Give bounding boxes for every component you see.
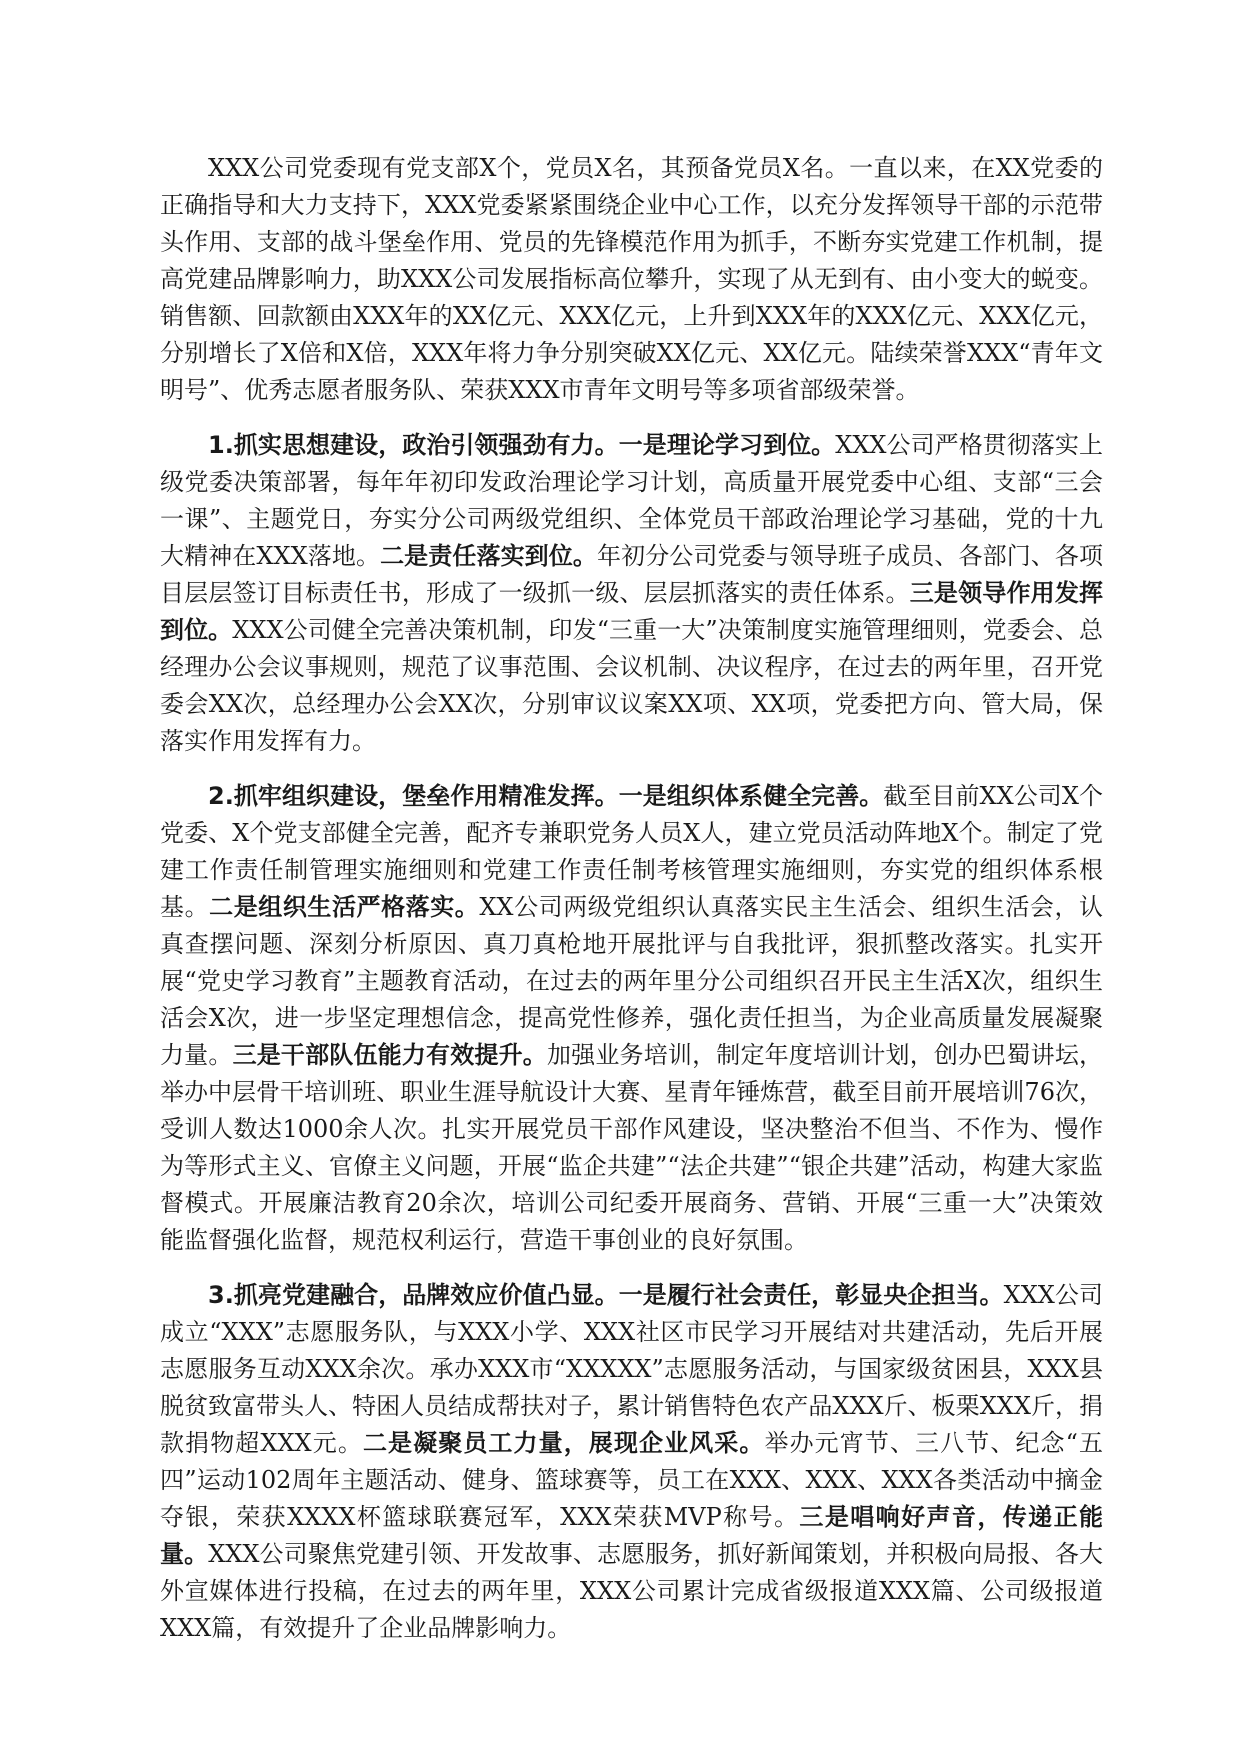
text-segment: 举办元宵节、三八节、纪念“五四”运动102周年主题活动、健身、篮球赛等，员工在XXX、XXX、XXX各类活动中摘金夺银，荣获XXXX杯篮球联赛冠军，XXX荣获MVP称号。 xyxy=(160,1429,1103,1531)
paragraph-organizational-building xyxy=(160,778,1103,1259)
text-segment: XXX公司党委现有党支部X个，党员X名，其预备党员X名。一直以来，在XX党委的正确指导和大力支持下，XXX党委紧紧围绕企业中心工作，以充分发挥领导干部的示范带头作用、支部的战斗堡垒作用、党员的先锋模范作用为抓手，不断夯实党建工作机制，提高党建品牌影响力，助XXX公司发展指标高位攀升，实现了从无到有、由小变大的蜕变。销售额、回款额由XXX年的XX亿元、XXX亿元，上升到XXX年的XXX亿元、XXX亿元，分别增长了X倍和X倍，XXX年将力争分别突破XX亿元、XX亿元。陆续荣誉XXX“青年文明号”、优秀志愿者服务队、荣获XXX市青年文明号等多项省部级荣誉。 xyxy=(160,154,1103,404)
paragraph-brand-integration xyxy=(160,1277,1103,1647)
paragraph-ideological-building xyxy=(160,427,1103,760)
subheading: 二是凝聚员工力量，展现企业风采。 xyxy=(362,1429,765,1457)
document-body xyxy=(160,150,1103,1665)
text-segment: 截至目前XX公司X个党委、X个党支部健全完善，配齐专兼职党务人员X人，建立党员活动阵地X个。制定了党建工作责任制管理实施细则和党建工作责任制考核管理实施细则，夯实党的组织体系根基。 xyxy=(160,782,1103,921)
subheading: 三是干部队伍能力有效提升。 xyxy=(232,1041,547,1069)
subheading: 二是组织生活严格落实。 xyxy=(209,893,480,921)
text-segment: XXX公司聚焦党建引领、开发故事、志愿服务，抓好新闻策划，并积极向局报、各大外宣媒体进行投稿，在过去的两年里，XXX公司累计完成省级报道XXX篇、公司级报道XXX篇，有效提升了企业品牌影响力。 xyxy=(160,1540,1103,1642)
section-heading: 3.抓亮党建融合，品牌效应价值凸显。一是履行社会责任，彰显央企担当。 xyxy=(208,1281,1004,1309)
text-segment: 加强业务培训，制定年度培训计划，创办巴蜀讲坛，举办中层骨干培训班、职业生涯导航设计大赛、星青年锤炼营，截至目前开展培训76次，受训人数达1000余人次。扎实开展党员干部作风建设，坚决整治不但当、不作为、慢作为等形式主义、官僚主义问题，开展“监企共建”“法企共建”“银企共建”活动，构建大家监督模式。开展廉洁教育20余次，培训公司纪委开展商务、营销、开展“三重一大”决策效能监督强化监督，规范权利运行，营造干事创业的良好氛围。 xyxy=(160,1041,1104,1254)
section-heading: 2.抓牢组织建设，堡垒作用精准发挥。一是组织体系健全完善。 xyxy=(208,782,884,810)
paragraph-intro xyxy=(160,150,1103,409)
subheading: 二是责任落实到位。 xyxy=(380,542,597,570)
text-segment: XXX公司健全完善决策机制，印发“三重一大”决策制度实施管理细则，党委会、总经理办公会议事规则，规范了议事范围、会议机制、决议程序，在过去的两年里，召开党委会XX次，总经理办公会XX次，分别审议议案XX项、XX项，党委把方向、管大局，保落实作用发挥有力。 xyxy=(160,616,1104,755)
subheading: 三是领导作用发挥到位。 xyxy=(160,579,1104,644)
text-segment: XX公司两级党组织认真落实民主生活会、组织生活会，认真查摆问题、深刻分析原因、真刀真枪地开展批评与自我批评，狠抓整改落实。扎实开展“党史学习教育”主题教育活动，在过去的两年里分公司组织召开民主生活X次，组织生活会X次，进一步坚定理想信念，提高党性修养，强化责任担当，为企业高质量发展凝聚力量。 xyxy=(160,893,1104,1069)
text-segment: XXX公司严格贯彻落实上级党委决策部署，每年年初印发政治理论学习计划，高质量开展党委中心组、支部“三会一课”、主题党日，夯实分公司两级党组织、全体党员干部政治理论学习基础，党的十九大精神在XXX落地。 xyxy=(160,431,1103,570)
subheading: 三是唱响好声音，传递正能量。 xyxy=(160,1503,1104,1568)
section-heading: 1.抓实思想建设，政治引领强劲有力。一是理论学习到位。 xyxy=(208,431,836,459)
text-segment: XXX公司成立“XXX”志愿服务队，与XXX小学、XXX社区市民学习开展结对共建活动，先后开展志愿服务互动XXX余次。承办XXX市“XXXXX”志愿服务活动，与国家级贫困县，XXX县脱贫致富带头人、特困人员结成帮扶对子，累计销售特色农产品XXX斤、板栗XXX斤，捐款捐物超XXX元。 xyxy=(160,1281,1103,1457)
text-segment: 年初分公司党委与领导班子成员、各部门、各项目层层签订目标责任书，形成了一级抓一级、层层抓落实的责任体系。 xyxy=(160,542,1104,607)
